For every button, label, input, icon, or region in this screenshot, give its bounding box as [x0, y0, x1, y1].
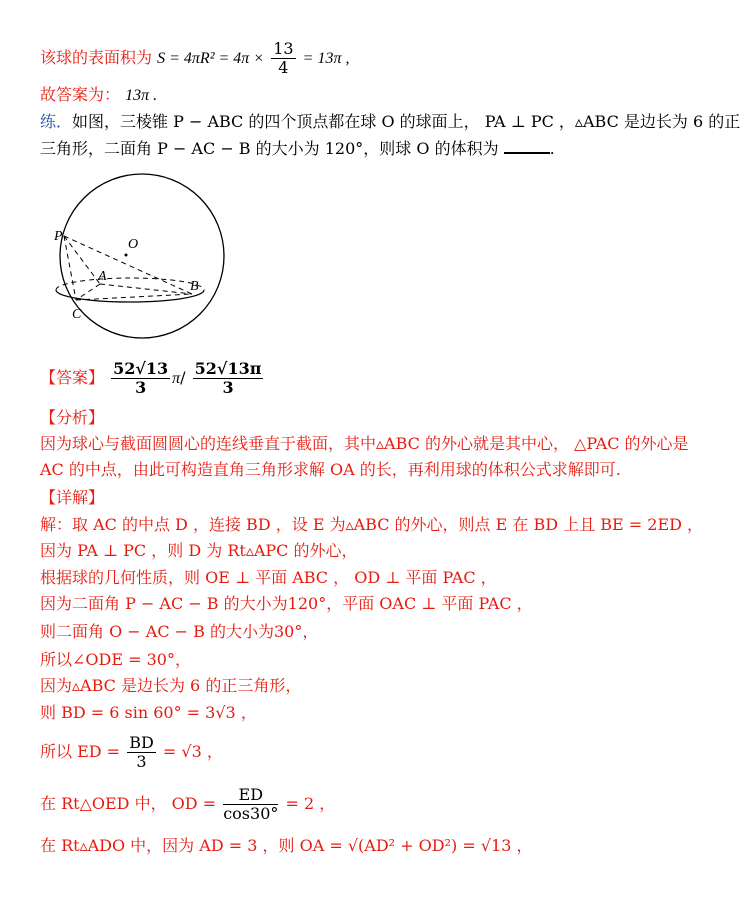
label-B: B: [190, 279, 199, 294]
detail-step-10: [40, 786, 335, 823]
edge-AB: [100, 284, 192, 294]
detail-step-9-b: = √3 ，: [162, 742, 223, 761]
sphere-tetrahedron-figure: [40, 168, 240, 338]
answer-value: 13π .: [125, 87, 158, 104]
exercise-prefix: 练．: [40, 112, 73, 131]
detail-step-10-a: 在 Rt△OED 中， OD =: [40, 794, 217, 813]
answer-section: [40, 360, 265, 400]
edge-PC: [64, 236, 76, 300]
exercise-text-2: 三角形，二面角 P − AC − B 的大小为 120°，则球 O 的体积为: [40, 139, 499, 158]
detail-step-8: 则 BD = 6 sin 60° = 3√3 ，: [40, 703, 257, 722]
fraction-denominator: 4: [278, 58, 289, 77]
answer-fraction-2: [193, 360, 264, 397]
detail-step-2: 因为 PA ⊥ PC ，则 D 为 Rt▵APC 的外心，: [40, 541, 358, 560]
answer-prefix: 故答案为：: [40, 85, 121, 104]
label-O: O: [128, 237, 139, 252]
exercise-line-1: [40, 112, 740, 132]
surface-area-text: 该球的表面积为: [40, 48, 153, 67]
exercise-text-1: 如图，三棱锥 P − ABC 的四个顶点都在球 O 的球面上， PA ⊥ PC ，▵ABC 是边长为 6 的正: [72, 112, 740, 131]
detail-step-10-b: = 2 ，: [285, 794, 336, 813]
sphere-outline: [60, 174, 224, 338]
exercise-end: .: [549, 139, 555, 158]
exercise-line-2: [40, 138, 555, 159]
center-O-point: [125, 254, 128, 257]
detail-step-9: [40, 734, 223, 771]
label-C: C: [72, 307, 82, 322]
answer-fraction-1-numerator: 52√13: [113, 359, 169, 378]
fraction-13-4: [271, 40, 295, 77]
analysis-line-1: 因为球心与截面圆圆心的连线垂直于截面，其中▵ABC 的外心就是其中心， △PAC 的外心是: [40, 434, 689, 453]
answer-fraction-2-denominator: 3: [222, 378, 234, 397]
answer-blank: [504, 138, 550, 154]
analysis-label: 【分析】: [40, 408, 105, 427]
edge-AC: [76, 284, 100, 300]
surface-area-formula-a: S = 4πR² = 4π ×: [157, 50, 265, 67]
result-line-surface-area: [40, 40, 349, 77]
detail-step-11: 在 Rt▵ADO 中，因为 AD = 3 ，则 OA = √(AD² + OD²) = √13 ，: [40, 836, 533, 855]
label-P: P: [54, 229, 63, 244]
answer-fraction-2-numerator: 52√13π: [194, 359, 262, 378]
answer-fraction-1-tail: π: [172, 370, 181, 387]
fraction-BD-3: [127, 734, 156, 771]
detail-step-1: 解：取 AC 的中点 D ，连接 BD ，设 E 为▵ABC 的外心，则点 E 在 BD 上且 BE = 2ED ，: [40, 515, 704, 534]
edge-PA: [64, 236, 100, 284]
detail-step-5: 则二面角 O − AC − B 的大小为30°，: [40, 622, 319, 641]
detail-step-9-a: 所以 ED =: [40, 742, 121, 761]
analysis-line-2: AC 的中点，由此可构造直角三角形求解 OA 的长，再利用球的体积公式求解即可.: [40, 460, 621, 479]
surface-area-formula-b: = 13π ,: [302, 50, 350, 67]
answer-fraction-1-denominator: 3: [135, 378, 147, 397]
fraction-BD-3-denominator: 3: [136, 752, 147, 771]
answer-label: 【答案】: [40, 368, 105, 387]
fraction-ED-cos30-numerator: ED: [223, 786, 278, 805]
fraction-ED-cos30: [223, 786, 278, 823]
fraction-ED-cos30-denominator: cos30°: [223, 804, 279, 823]
fraction-numerator: 13: [273, 39, 294, 58]
detail-step-4: 因为二面角 P − AC − B 的大小为120°，平面 OAC ⊥ 平面 PAC ，: [40, 594, 533, 613]
fraction-BD-3-numerator: BD: [129, 733, 154, 752]
detail-step-7: 因为▵ABC 是边长为 6 的正三角形，: [40, 676, 302, 695]
label-A: A: [98, 269, 107, 284]
detail-step-3: 根据球的几何性质，则 OE ⊥ 平面 ABC ， OD ⊥ 平面 PAC ，: [40, 568, 497, 587]
detail-label: 【详解】: [40, 488, 105, 507]
answer-fraction-1: [111, 360, 170, 397]
answer-separator: /: [180, 368, 186, 387]
answer-line: [40, 85, 157, 106]
detail-step-6: 所以∠ODE = 30°，: [40, 650, 191, 669]
